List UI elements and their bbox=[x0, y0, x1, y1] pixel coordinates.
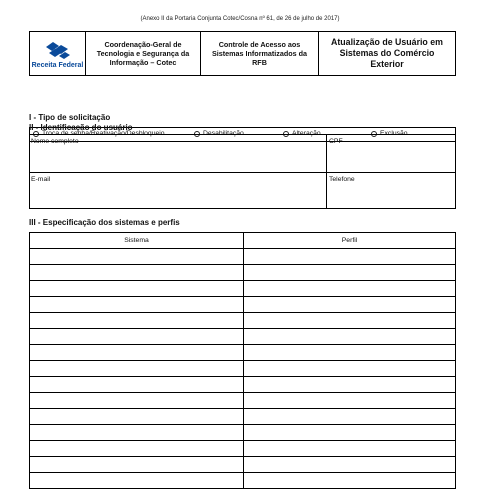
system-cell[interactable] bbox=[30, 281, 244, 297]
system-cell[interactable] bbox=[30, 425, 244, 441]
name-field[interactable]: Nome completo bbox=[31, 138, 79, 145]
table-row bbox=[30, 249, 456, 265]
system-cell[interactable] bbox=[30, 249, 244, 265]
system-cell[interactable] bbox=[30, 297, 244, 313]
profile-cell[interactable] bbox=[244, 265, 456, 281]
profile-cell[interactable] bbox=[244, 409, 456, 425]
system-cell[interactable] bbox=[30, 313, 244, 329]
table-row bbox=[30, 345, 456, 361]
profile-cell[interactable] bbox=[244, 345, 456, 361]
profile-cell[interactable] bbox=[244, 249, 456, 265]
system-cell[interactable] bbox=[30, 473, 244, 489]
form-title: Atualização de Usuário em Sistemas do Comércio Exterior bbox=[331, 37, 443, 69]
systems-table bbox=[29, 232, 456, 489]
email-field[interactable]: E-mail bbox=[31, 176, 51, 183]
table-row bbox=[30, 361, 456, 377]
profile-cell[interactable] bbox=[244, 361, 456, 377]
section-user-id-title: II - Identificação do usuário bbox=[29, 123, 133, 132]
user-identification-box bbox=[29, 134, 456, 209]
profile-cell[interactable] bbox=[244, 441, 456, 457]
system-cell[interactable] bbox=[30, 393, 244, 409]
profile-cell[interactable] bbox=[244, 425, 456, 441]
system-cell[interactable] bbox=[30, 361, 244, 377]
option-label: Troca de senha/Reativação/Desbloqueio bbox=[42, 130, 165, 137]
system-cell[interactable] bbox=[30, 441, 244, 457]
table-row bbox=[30, 265, 456, 281]
profile-cell[interactable] bbox=[244, 457, 456, 473]
profile-cell[interactable] bbox=[244, 393, 456, 409]
annex-note: (Anexo II da Portaria Conjunta Cotec/Cosna nº 61, de 26 de julho de 2017) bbox=[140, 16, 340, 22]
option-label: Alteração bbox=[292, 130, 321, 137]
profile-cell[interactable] bbox=[244, 297, 456, 313]
profile-cell[interactable] bbox=[244, 329, 456, 345]
table-row bbox=[30, 377, 456, 393]
table-row bbox=[30, 457, 456, 473]
table-row bbox=[30, 329, 456, 345]
section-systems-title: III - Especificação dos sistemas e perfis bbox=[29, 218, 180, 227]
system-name: Controle de Acesso aos Sistemas Informatizados da RFB bbox=[201, 32, 319, 75]
table-row bbox=[30, 281, 456, 297]
phone-field[interactable]: Telefone bbox=[329, 176, 355, 183]
form-header bbox=[29, 31, 456, 76]
table-row bbox=[30, 297, 456, 313]
table-row bbox=[30, 313, 456, 329]
system-cell[interactable] bbox=[30, 345, 244, 361]
cpf-field[interactable]: CPF bbox=[329, 138, 343, 145]
option-label: Exclusão bbox=[380, 130, 408, 137]
org-name: Coordenação-Geral de Tecnologia e Segurança da Informação – Cotec bbox=[86, 32, 201, 75]
profile-cell[interactable] bbox=[244, 377, 456, 393]
profile-cell[interactable] bbox=[244, 281, 456, 297]
profile-cell[interactable] bbox=[244, 313, 456, 329]
system-cell[interactable] bbox=[30, 329, 244, 345]
system-cell[interactable] bbox=[30, 457, 244, 473]
receita-federal-logo-icon bbox=[43, 39, 73, 61]
system-cell[interactable] bbox=[30, 265, 244, 281]
table-row bbox=[30, 425, 456, 441]
section-request-type-title: I - Tipo de solicitação bbox=[29, 113, 111, 122]
profile-cell[interactable] bbox=[244, 473, 456, 489]
column-header-profile: Perfil bbox=[244, 233, 456, 249]
logo-text: Receita Federal bbox=[31, 61, 84, 69]
table-row bbox=[30, 473, 456, 489]
table-row bbox=[30, 409, 456, 425]
column-header-system: Sistema bbox=[30, 233, 244, 249]
system-cell[interactable] bbox=[30, 377, 244, 393]
option-label: Desabilitação bbox=[203, 130, 244, 137]
table-row bbox=[30, 393, 456, 409]
system-cell[interactable] bbox=[30, 409, 244, 425]
table-row bbox=[30, 441, 456, 457]
logo-cell bbox=[30, 32, 86, 75]
